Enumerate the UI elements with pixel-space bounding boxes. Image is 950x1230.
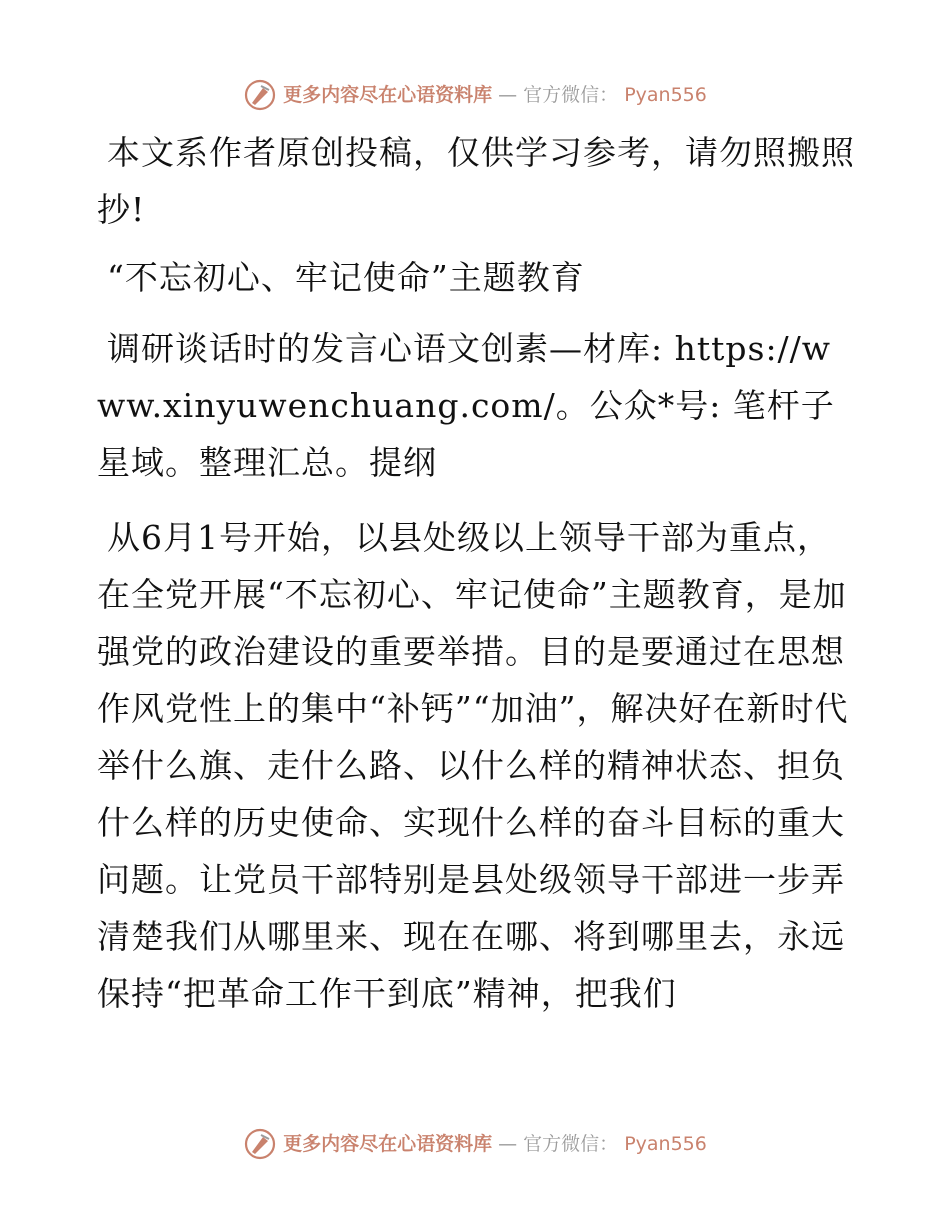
footer-watermark — [0, 1127, 950, 1161]
watermark-main-text: 更多内容尽在心语资料库 — [283, 84, 493, 106]
watermark-wechat-id: Pyan556 — [624, 1133, 707, 1155]
watermark-main-text: 更多内容尽在心语资料库 — [283, 1133, 493, 1155]
body-paragraph: 从6月1号开始，以县处级以上领导干部为重点，在全党开展“不忘初心、牢记使命”主题教育，是加强党的政治建设的重要举措。目的是要通过在思想作风党性上的集中“补钙”“加油”，解决好在新时代举什么旗、走什么路、以什么样的精神状态、担负什么样的历史使命、实现什么样的奋斗目标的重大问题。让党员干部特别是县处级领导干部进一步弄清楚我们从哪里来、现在在哪、将到哪里去，永远保持“把革命工作干到底”精神，把我们 — [97, 518, 849, 1013]
document-subtitle: 调研谈话时的发言心语文创素—材库: https://www.xinyuwenchuang.com/。公众*号: 笔杆子星域。整理汇总。提纲 — [97, 329, 835, 482]
copyright-notice: 本文系作者原创投稿，仅供学习参考，请勿照搬照抄! — [97, 133, 855, 229]
pen-nib-logo-icon — [243, 78, 277, 112]
header-watermark — [0, 78, 950, 112]
watermark-wechat-id: Pyan556 — [624, 84, 707, 106]
watermark-official-label: 官方微信： — [523, 84, 619, 106]
document-content — [97, 124, 857, 1022]
document-title: “不忘初心、牢记使命”主题教育 — [107, 258, 585, 297]
watermark-separator: — — [498, 1133, 518, 1155]
watermark-separator: — — [498, 84, 518, 106]
pen-nib-logo-icon — [243, 1127, 277, 1161]
watermark-official-label: 官方微信： — [523, 1133, 619, 1155]
